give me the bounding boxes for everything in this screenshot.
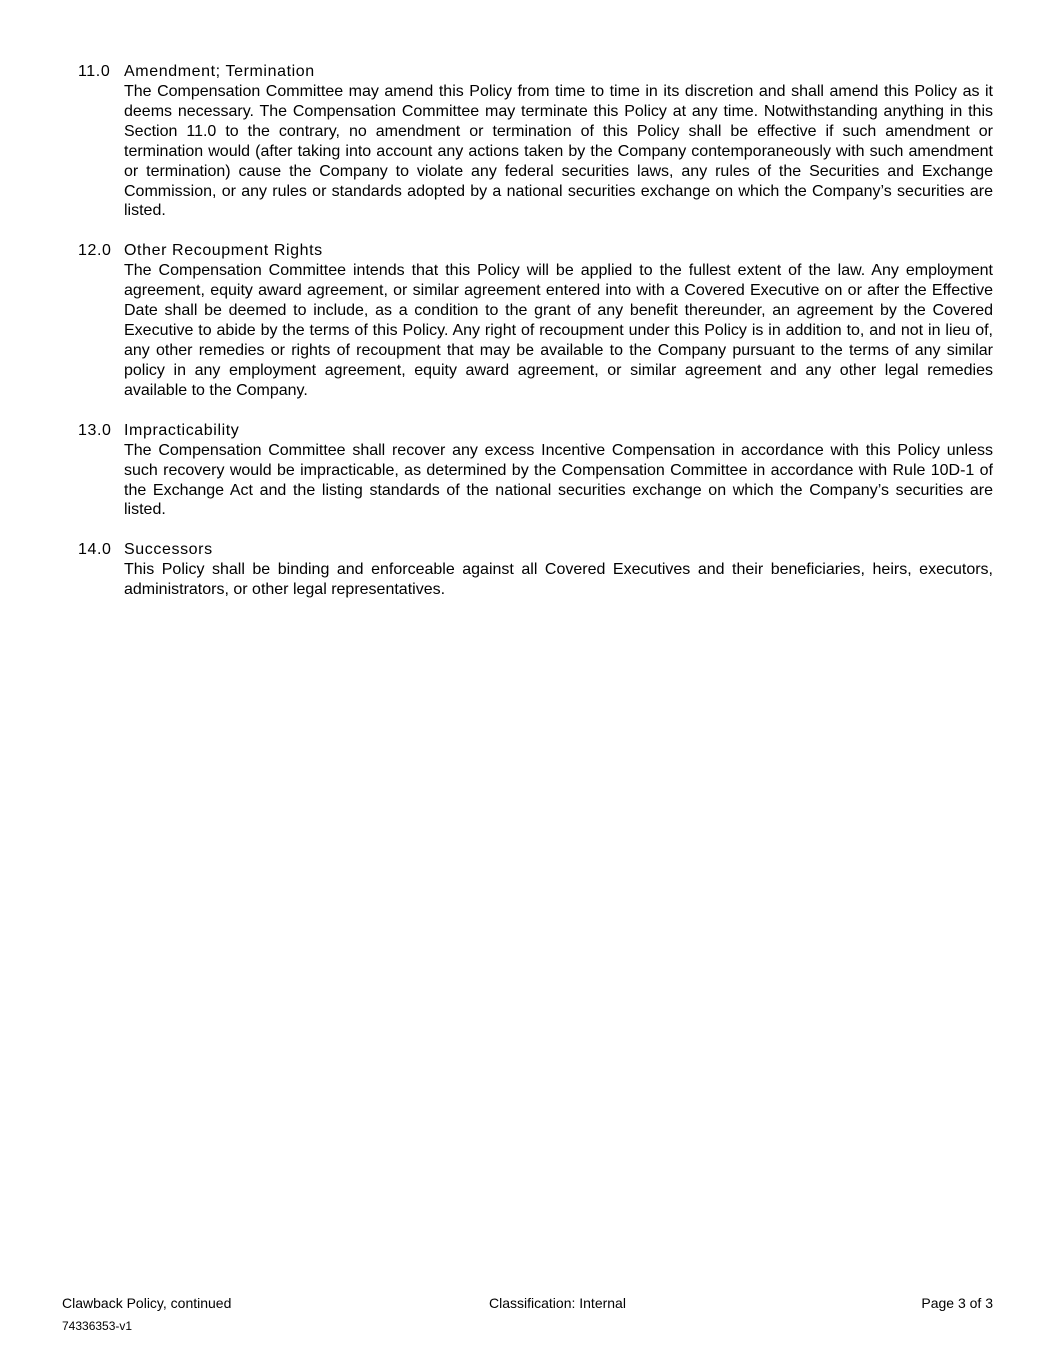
section-successors [78,540,993,600]
section-heading [78,540,993,560]
section-heading [78,62,993,82]
section-amendment-termination [78,62,993,221]
section-body: The Compensation Committee shall recover any excess Incentive Compensation in accordance with this Policy unless such recovery would be impracticable, as determined by the Compensation Committee in accordance with Rule 10D-1 of the Exchange Act and the listing standards of the national securities exchange on which the Company’s securities are listed. [124,441,993,519]
section-body: This Policy shall be binding and enforceable against all Covered Executives and their beneficiaries, heirs, executors, administrators, or other legal representatives. [124,561,993,599]
section-body: The Compensation Committee may amend this Policy from time to time in its discretion and shall amend this Policy as it deems necessary. The Compensation Committee may terminate this Policy at any time. Notwithstanding anything in this Section 11.0 to the contrary, no amendment or termination of this Policy shall be effective if such amendment or termination would (after taking into account any actions taken by the Company contemporaneously with such amendment or termination) cause the Company to violate any federal securities laws, any rules of the Securities and Exchange Commission, or any rules or standards adopted by a national securities exchange on which the Company’s securities are listed. [124,83,993,220]
section-number: 12.0 [78,242,112,260]
section-number: 11.0 [78,63,111,80]
footer-document-id: 74336353-v1 [62,1319,133,1333]
section-heading [78,241,993,261]
footer-classification: Classification: Internal [489,1295,626,1311]
section-other-recoupment-rights [78,241,993,400]
footer-page-number: Page 3 of 3 [921,1295,993,1311]
section-body: The Compensation Committee intends that this Policy will be applied to the fullest extent of the law. Any employment agreement, equity award agreement, or similar agreement entered into with a Covered Executive on or after the Effective Date shall be deemed to include, as a condition to the grant of any benefit thereunder, an agreement by the Covered Executive to abide by the terms of this Policy. Any right of recoupment under this Policy is in addition to, and not in lieu of, any other remedies or rights of recoupment that may be available to the Company pursuant to the terms of any similar policy in any employment agreement, equity award agreement, or similar agreement and any other legal remedies available to the Company. [124,262,993,399]
policy-sections [78,62,993,620]
section-title: Amendment; Termination [124,63,315,80]
section-number: 13.0 [78,421,112,439]
section-heading [78,421,993,441]
section-impracticability [78,421,993,521]
section-title: Other Recoupment Rights [124,242,323,260]
section-number: 14.0 [78,541,112,559]
section-title: Successors [124,541,213,559]
section-title: Impracticability [124,421,240,439]
footer-document-title: Clawback Policy, continued [62,1295,232,1311]
